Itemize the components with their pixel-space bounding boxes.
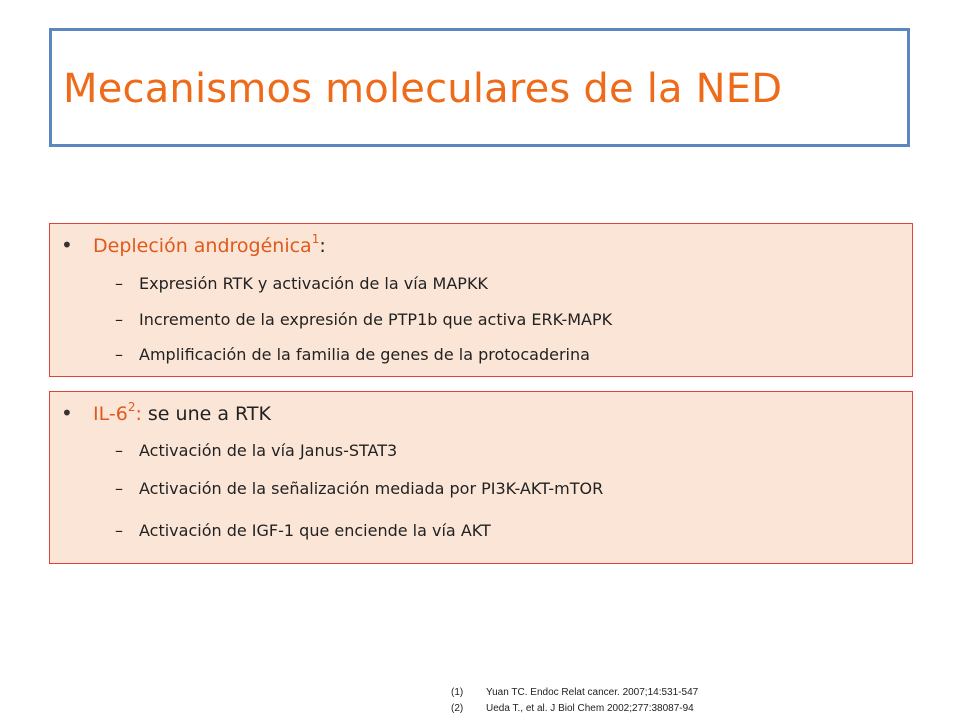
references <box>451 685 698 717</box>
section-panel-il6 <box>49 391 913 564</box>
list-item <box>115 310 612 330</box>
dash-icon: – <box>115 521 123 540</box>
footnote-marker: 1 <box>311 232 320 246</box>
dash-icon: – <box>115 310 123 329</box>
reference-item <box>451 701 698 717</box>
footnote-marker: 2 <box>127 400 136 414</box>
bullet-icon: • <box>61 233 73 257</box>
heading-suffix: se une a RTK <box>141 403 271 425</box>
heading-suffix: : <box>319 235 326 257</box>
dash-icon: – <box>115 441 123 460</box>
list-item <box>115 345 590 365</box>
bullet-icon: • <box>61 401 73 425</box>
list-item-text: Amplificación de la familia de genes de la protocaderina <box>139 345 590 364</box>
reference-number: (1) <box>451 687 464 698</box>
section-heading-il6 <box>93 402 271 426</box>
title-box <box>49 28 910 147</box>
list-item <box>115 274 488 294</box>
dash-icon: – <box>115 479 123 498</box>
list-item <box>115 521 491 541</box>
reference-text: Yuan TC. Endoc Relat cancer. 2007;14:531-547 <box>486 687 699 698</box>
section-heading-androgen <box>93 234 326 258</box>
heading-colon: : <box>135 403 142 425</box>
list-item-text: Activación de la vía Janus-STAT3 <box>139 441 398 460</box>
reference-text: Ueda T., et al. J Biol Chem 2002;277:38087-94 <box>486 703 694 714</box>
reference-item <box>451 685 698 701</box>
dash-icon: – <box>115 274 123 293</box>
list-item-text: Incremento de la expresión de PTP1b que activa ERK-MAPK <box>139 310 613 329</box>
list-item-text: Activación de la señalización mediada por PI3K-AKT-mTOR <box>139 479 604 498</box>
list-item <box>115 479 603 499</box>
slide-title: Mecanismos moleculares de la NED <box>63 66 783 112</box>
section-heading-text: IL-6 <box>93 403 128 425</box>
list-item-text: Activación de IGF-1 que enciende la vía AKT <box>139 521 491 540</box>
section-panel-androgen <box>49 223 913 377</box>
dash-icon: – <box>115 345 123 364</box>
list-item-text: Expresión RTK y activación de la vía MAPKK <box>139 274 488 293</box>
reference-number: (2) <box>451 703 464 714</box>
section-heading-text: Depleción androgénica <box>93 235 312 257</box>
list-item <box>115 441 397 461</box>
